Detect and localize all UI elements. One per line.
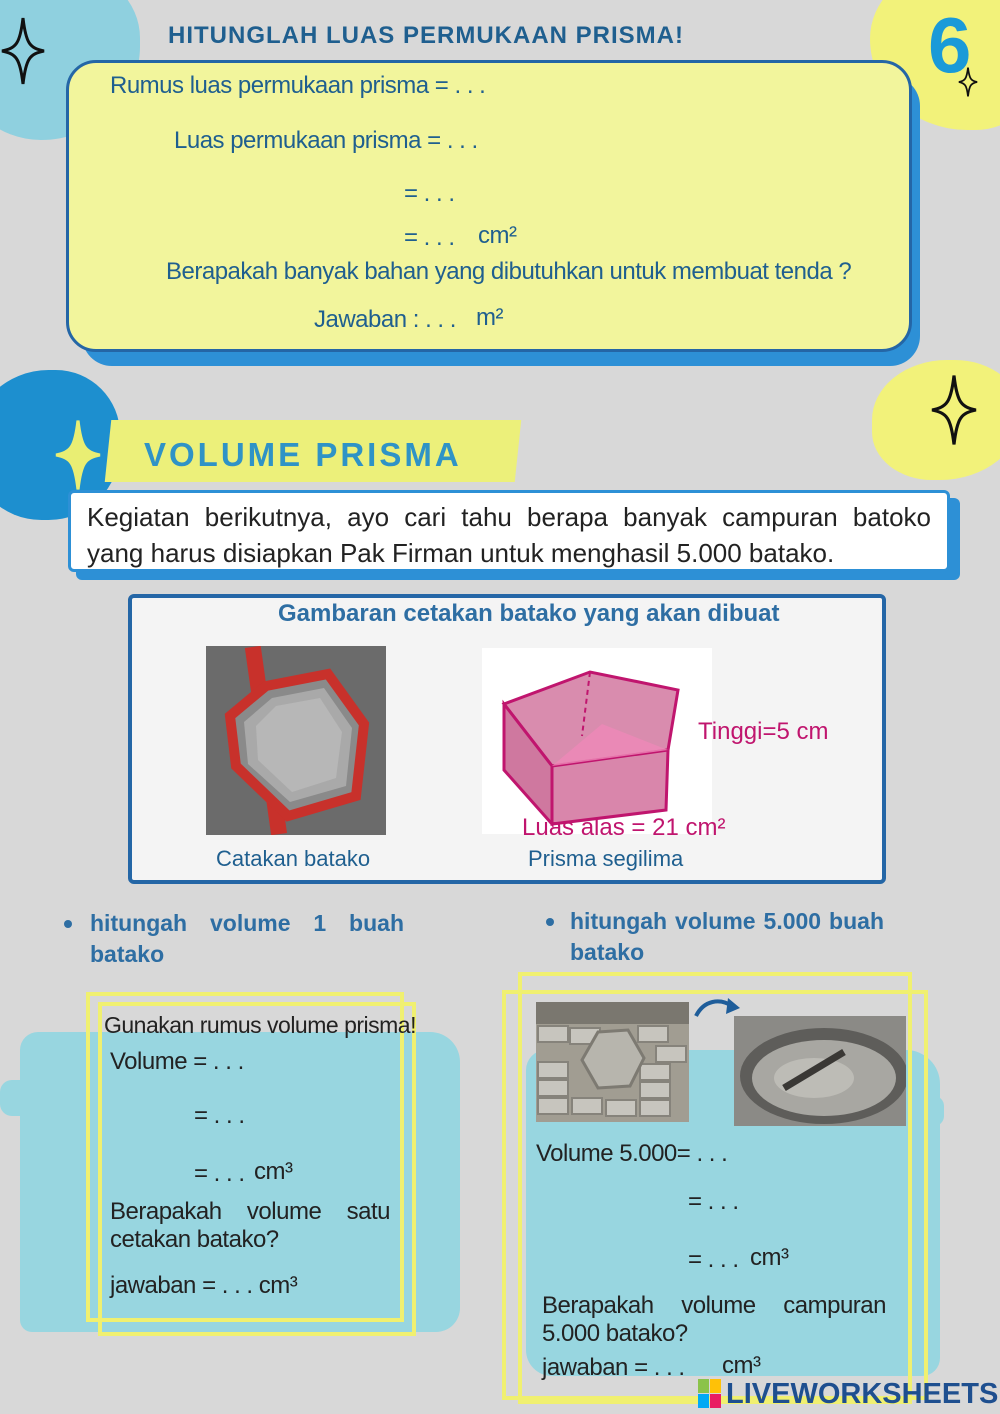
image-caption: Prisma segilima [528,846,684,871]
answer-field[interactable]: jawaban = . . . [542,1354,685,1381]
step-line[interactable]: = . . . [194,1102,245,1129]
question-text: Berapakah banyak bahan yang dibutuhkan untuk membuat tenda ? [166,258,852,285]
mold-photo [206,646,386,835]
step-line: = . . . [404,224,455,251]
liveworksheets-logo [698,1378,998,1410]
unit-label: cm³ [750,1244,789,1271]
image-caption: Catakan batako [216,846,371,871]
unit-label: m² [476,304,503,331]
bullet-dot [546,918,554,926]
blocks-photo [536,1002,689,1122]
step-line: = . . . [404,180,455,207]
unit-label: cm³ [722,1352,761,1379]
section-title: VOLUME PRISMA [144,436,462,473]
formula-line: Rumus luas permukaan prisma = . . . [110,72,486,99]
task-instruction: hitungah volume 5.000 buah batako [570,908,884,965]
intro-text: Kegiatan berikutnya, ayo cari tahu berapa banyak campuran batoko yang harus disiapkan Pak Firman untuk menghasil 5.000 batako. [87,502,931,568]
unit-label: cm³ [254,1158,293,1185]
section-title: HITUNGLAH LUAS PERMUKAAN PRISMA! [168,22,684,49]
unit-label: cm² [478,222,517,249]
logo-text: LIVEWORKSHEETS [726,1377,999,1410]
hint-text: Gunakan rumus volume prisma! [104,1012,416,1038]
volume-line[interactable]: Volume 5.000= . . . [536,1140,728,1167]
sparkle-icon [958,66,978,98]
logo-icon [698,1379,722,1409]
sparkle-icon [0,16,46,86]
step-line[interactable]: = . . . [688,1246,739,1273]
volume-line[interactable]: Volume = . . . [110,1048,244,1075]
answer-field[interactable]: jawaban = . . . cm³ [110,1272,298,1299]
height-label: Tinggi=5 cm [698,718,829,745]
answer-field[interactable]: Jawaban : . . . [314,306,456,333]
page-number: 6 [928,1,972,89]
question-text: Berapakah volume satu cetakan batako? [110,1198,390,1253]
prism-diagram [482,648,712,834]
sparkle-icon [930,372,978,448]
task-instruction: hitungah volume 1 buah batako [90,910,404,967]
brush-background [0,1080,90,1116]
base-area-label: Luas alas = 21 cm² [522,814,726,841]
cement-photo [734,1016,906,1126]
surface-area-line: Luas permukaan prisma = . . . [174,127,478,154]
step-line[interactable]: = . . . [194,1160,245,1187]
intro-box [68,490,950,572]
illustration-title: Gambaran cetakan batako yang akan dibuat [278,600,780,627]
sparkle-icon [54,418,102,492]
bullet-dot [64,920,72,928]
step-line[interactable]: = . . . [688,1188,739,1215]
question-text: Berapakah volume campuran 5.000 batako? [542,1292,886,1347]
